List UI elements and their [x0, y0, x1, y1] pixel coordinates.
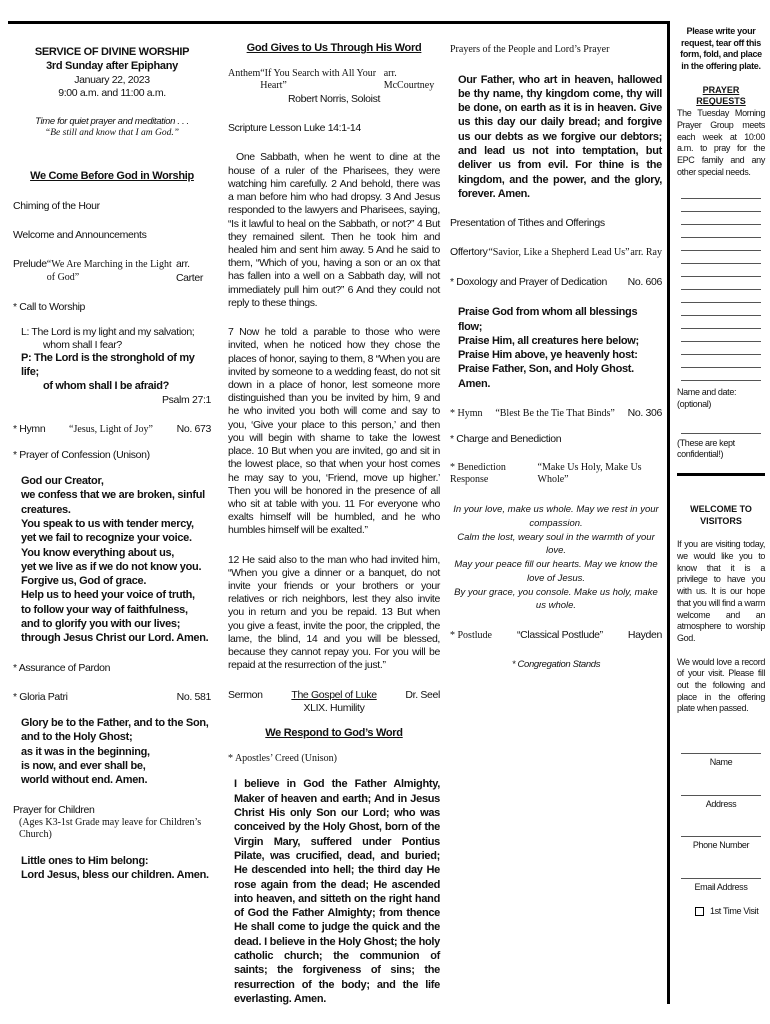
- hymn-row: [13, 423, 211, 437]
- request-line[interactable]: [681, 238, 761, 251]
- closing-hymn-label: * Hymn: [450, 408, 483, 420]
- children-line: Lord Jesus, bless our children. Amen.: [21, 869, 209, 882]
- doxology-text: [450, 305, 662, 391]
- sermon-subtitle: XLIX. Humility: [303, 701, 365, 714]
- confession-line: God our Creator,: [21, 475, 104, 488]
- gloria-number: No. 581: [176, 690, 211, 703]
- doxology-line: Praise God from whom all blessings flow;: [458, 306, 638, 333]
- request-line[interactable]: [681, 264, 761, 277]
- call-to-worship-label: * Call to Worship: [13, 300, 86, 313]
- quiet-verse: “Be still and know that I am God.”: [44, 128, 180, 139]
- request-line[interactable]: [681, 290, 761, 303]
- confidential-note: (These are kept confidential!): [677, 437, 735, 460]
- confession-line: we confess that we are broken, sinful creatures.: [21, 489, 205, 516]
- congregation-stands-note: * Congregation Stands: [511, 658, 601, 670]
- lyric-line: May your peace fill our hearts. May we know the love of Jesus.: [454, 559, 658, 584]
- confession-line: to follow your way of faithfulness,: [21, 603, 188, 616]
- confession-label: * Prayer of Confession (Unison): [13, 448, 150, 461]
- anthem-row: [228, 68, 440, 93]
- gloria-text: [13, 716, 211, 787]
- prelude-label: Prelude: [13, 258, 47, 271]
- service-date: January 22, 2023: [74, 73, 150, 86]
- service-times: 9:00 a.m. and 11:00 a.m.: [58, 86, 166, 99]
- gloria-line: is now, and ever shall be,: [21, 759, 146, 772]
- anthem-title: “If You Search with All Your Heart”: [260, 67, 377, 92]
- offertory-title: “Savior, Like a Shepherd Lead Us”: [488, 247, 630, 259]
- call-people-2: of whom shall I be afraid?: [43, 380, 169, 393]
- confession-line: You speak to us with tender mercy,: [21, 517, 194, 530]
- section-heading-worship: We Come Before God in Worship: [30, 170, 194, 183]
- benediction-response-lyrics: [450, 503, 662, 613]
- email-field-label: Email Address: [694, 882, 748, 893]
- request-line[interactable]: [681, 329, 761, 342]
- welcome: Welcome and Announcements: [13, 229, 147, 242]
- sermon-label: Sermon: [228, 688, 263, 701]
- sermon-title: The Gospel of Luke: [291, 688, 377, 701]
- sermon-preacher: Dr. Seel: [405, 688, 440, 701]
- call-people: P: The Lord is the stronghold of my life;: [21, 352, 195, 379]
- call-leader: L: The Lord is my light and my salvation;: [21, 326, 195, 339]
- lyric-line: Calm the lost, weary soul in the warmth of your love.: [457, 531, 655, 557]
- closing-hymn-number: No. 306: [627, 407, 662, 420]
- request-line[interactable]: [681, 342, 761, 355]
- request-line[interactable]: [681, 303, 761, 316]
- charge-benediction: * Charge and Benediction: [450, 432, 562, 445]
- scripture-paragraph-1: One Sabbath, when he went to dine at the house of a ruler of the Pharisees, they were watching him carefully. 2 And behold, there was a man before him who had dropsy. 3 And Jesus responded to the lawyers and Pharisees, saying, “Is it lawful to heal on the Sabbath, or not?” 4 But they remained silent. Then he took him and healed him and sent him away. 5 And he said to them, “Which of you, having a son or an ox that has fallen into a well on a Sabbath day, will not immediately pull him out?” 6 And they could not reply to these things.: [228, 151, 440, 309]
- postlude-label: * Postlude: [450, 630, 492, 642]
- form-divider: [677, 473, 765, 476]
- prelude-title: “We Are Marching in the Light of God”: [46, 259, 172, 283]
- call-leader-2: whom shall I fear?: [43, 339, 122, 352]
- gloria-line: world without end. Amen.: [21, 774, 148, 787]
- gloria-line: Glory be to the Father, and to the Son,: [21, 717, 209, 730]
- prayer-requests-heading: PRAYER REQUESTS: [696, 84, 746, 107]
- creed-label: * Apostles’ Creed (Unison): [228, 752, 337, 764]
- first-time-visit[interactable]: [677, 906, 765, 918]
- request-line[interactable]: [681, 277, 761, 290]
- anthem-soloist: Robert Norris, Soloist: [287, 93, 381, 106]
- phone-field-label: Phone Number: [692, 840, 750, 851]
- scripture-paragraph-2: 7 Now he told a parable to those who were invited, when he noticed how they chose the places of honor, saying to them, 8 “When you are invited by someone to a wedding feast, do not sit down in a place of honor, lest someone more distinguished than you be invited by him, 9 and he who invited you both will come and say to you, ‘Give your place to this person,’ and then you will begin with shame to take the lowest place. 10 But when you are invited, go and sit in the lowest place, so that when your host comes he may say to you, ‘Friend, move up higher.’ Then you will be honored in the presence of all who sit at table with you. 11 For everyone who exalts himself will be humbled, and he who humbles himself will be exalted.”: [228, 326, 440, 537]
- hymn-number: No. 673: [176, 423, 211, 436]
- confession-line: yet we live as if we do not know you.: [21, 560, 202, 573]
- closing-hymn-row: [450, 407, 662, 421]
- form-instructions: Please write your request, tear off this form, fold, and place in the offering plate.: [680, 26, 762, 72]
- name-field-label: Name: [709, 757, 733, 767]
- first-time-checkbox[interactable]: [695, 907, 704, 916]
- benediction-response-title: “Make Us Holy, Make Us Whole”: [537, 461, 642, 486]
- prelude-arr: arr. Carter: [175, 258, 204, 284]
- offertory-label: Offertory: [450, 246, 488, 259]
- prelude-row: [13, 258, 211, 284]
- scripture-lesson: Scripture Lesson Luke 14:1-14: [228, 122, 361, 135]
- email-line[interactable]: [681, 866, 761, 879]
- respond-heading: We Respond to God’s Word: [265, 727, 403, 740]
- hymn-title: “Jesus, Light of Joy”: [69, 424, 153, 436]
- postlude-row: [450, 629, 662, 643]
- lords-prayer: Our Father, who art in heaven, hallowed be thy name, thy kingdom come, thy will be done, on earth as it is in heaven. Give us this day our daily bread; and forgive us our debts as we forgive our debtors; and lead us not into temptation, but deliver us from evil. For thine is the kingdom, and the power, and the glory, forever. Amen.: [458, 73, 662, 200]
- service-title: SERVICE OF DIVINE WORSHIP: [34, 46, 190, 58]
- request-line[interactable]: [681, 251, 761, 264]
- gloria-label: * Gloria Patri: [13, 690, 68, 703]
- gloria-line: as it was in the beginning,: [21, 745, 150, 758]
- benediction-response-label: * Benediction Response: [450, 461, 506, 486]
- request-line[interactable]: [681, 355, 761, 368]
- assurance-of-pardon: * Assurance of Pardon: [13, 661, 111, 674]
- name-date-line[interactable]: [681, 421, 761, 434]
- doxology-line: Praise Father, Son, and Holy Ghost. Amen.: [458, 363, 634, 390]
- doxology-number: No. 606: [627, 276, 662, 289]
- anthem-label: Anthem: [228, 67, 261, 79]
- doxology-row: [450, 276, 662, 289]
- children-prayer-text: [13, 854, 211, 883]
- tear-off-form: [677, 26, 765, 917]
- word-heading: God Gives to Us Through His Word: [246, 42, 422, 54]
- confession-line: You know everything about us,: [21, 546, 175, 559]
- request-line[interactable]: [681, 199, 761, 212]
- prayer-request-lines[interactable]: [677, 186, 765, 381]
- request-line[interactable]: [681, 368, 761, 381]
- children-line: Little ones to Him belong:: [21, 854, 149, 867]
- anthem-arranger: arr. McCourtney: [383, 67, 435, 92]
- doxology-label: * Doxology and Prayer of Dedication: [450, 276, 608, 289]
- offertory-arranger: arr. Ray: [630, 247, 662, 259]
- chiming: Chiming of the Hour: [13, 199, 100, 212]
- response-column: [450, 40, 662, 671]
- postlude-title: “Classical Postlude”: [517, 629, 603, 642]
- service-subtitle: 3rd Sunday after Epiphany: [46, 59, 178, 72]
- gloria-line: and to the Holy Ghost;: [21, 731, 133, 744]
- record-text: We would love a record of your visit. Please fill out the following and place in the offering plate when passed.: [677, 656, 765, 714]
- lyric-line: By your grace, you console. Make us holy, make us whole.: [454, 586, 658, 612]
- benediction-response-row: [450, 462, 662, 487]
- welcome-heading: WELCOME TO VISITORS: [690, 504, 752, 526]
- doxology-line: Praise Him, all creatures here below;: [458, 334, 639, 347]
- postlude-composer: Hayden: [627, 629, 662, 642]
- request-line[interactable]: [681, 186, 761, 199]
- children-note: (Ages K3-1st Grade may leave for Children’s Church): [19, 816, 202, 841]
- lyric-line: In your love, make us whole. May we rest in your compassion.: [453, 504, 659, 529]
- request-line[interactable]: [681, 225, 761, 238]
- tithes-offerings: Presentation of Tithes and Offerings: [450, 217, 605, 230]
- request-line[interactable]: [681, 212, 761, 225]
- creed-text: I believe in God the Father Almighty, Maker of heaven and earth; And in Jesus Christ His only Son our Lord; who was conceived by the Holy Ghost, born of the Virgin Mary, suffered under Pontius Pilate, was crucified, dead, and buried; He descended into hell; the third day He rose again from the dead; He ascended into heaven, and sitteth on the right hand of God the Father Almighty; from thence He shall come to judge the quick and the dead. I believe in the Holy Ghost; the holy catholic church; the communion of saints; the forgiveness of sins; the resurrection of the body; and the life everlasting. Amen.: [234, 778, 440, 1005]
- offertory-row: [450, 246, 662, 260]
- prayers-label: Prayers of the People and Lord’s Prayer: [450, 44, 610, 55]
- quiet-intro: Time for quiet prayer and meditation . . .: [35, 116, 189, 128]
- scripture-paragraph-3: 12 He said also to the man who had invited him, “When you give a dinner or a banquet, do not invite your friends or your brothers or your relatives or rich neighbors, lest they also invite you in return and you be repaid. 13 But when you give a feast, invite the poor, the crippled, the lame, the blind, 14 and you will be blessed, because they cannot repay you. For you will be repaid at the resurrection of the just.”: [228, 553, 440, 672]
- scripture-column: [228, 40, 440, 1006]
- gloria-row: [13, 691, 211, 704]
- order-of-worship-column: [13, 40, 211, 883]
- sermon-row: [228, 689, 440, 702]
- confession-text: [13, 474, 211, 646]
- request-line[interactable]: [681, 316, 761, 329]
- confession-line: Help us to heed your voice of truth,: [21, 589, 195, 602]
- welcome-text: If you are visiting today, we would like you to know that it is a privilege to have you with us. It is our hope that you will find a warm welcome and an atmosphere to worship God.: [677, 539, 765, 643]
- phone-line[interactable]: [681, 824, 761, 837]
- closing-hymn-title: “Blest Be the Tie That Binds”: [495, 408, 615, 420]
- doxology-line: Praise Him above, ye heavenly host:: [458, 349, 638, 362]
- name-date-label: Name and date: (optional): [677, 387, 737, 409]
- confession-line: Forgive us, God of grace.: [21, 575, 147, 588]
- name-line[interactable]: [681, 741, 761, 754]
- confession-line: through Jesus Christ our Lord. Amen.: [21, 632, 209, 645]
- prayer-requests-text: The Tuesday Morning Prayer Group meets each week at 10:00 a.m. to pray for the EPC family and any other special needs.: [677, 108, 765, 177]
- first-time-label: 1st Time Visit: [710, 905, 759, 916]
- address-line[interactable]: [681, 783, 761, 796]
- confession-line: and to glorify you with our lives;: [21, 618, 181, 631]
- children-prayer-label: Prayer for Children: [13, 803, 95, 816]
- confession-line: yet we fail to recognize your voice.: [21, 532, 192, 545]
- address-field-label: Address: [705, 798, 737, 809]
- call-reference: Psalm 27:1: [161, 394, 211, 407]
- hymn-label: * Hymn: [13, 423, 46, 436]
